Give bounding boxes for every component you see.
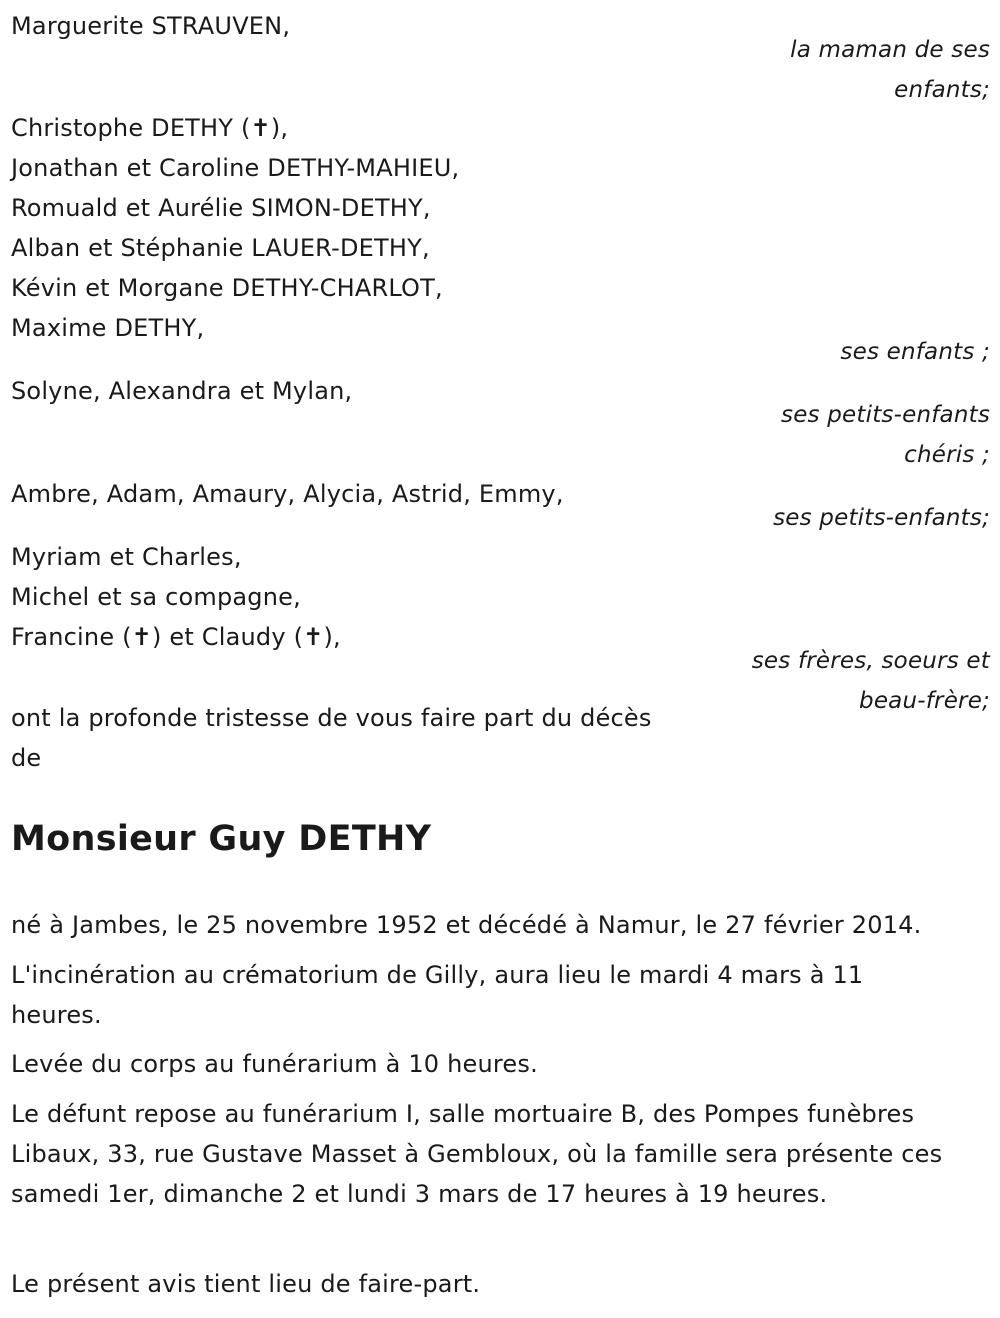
- dear-grandchildren-role-line1: ses petits-enfants: [781, 402, 990, 428]
- child-name: Alban et Stéphanie LAUER-DETHY,: [11, 234, 430, 262]
- resting-info: Le défunt repose au funérarium I, salle mortuaire B, des Pompes funèbres Libaux, 33, rue Gustave Masset à Gembloux, où la famille sera présente ces samedi 1er, dimanche 2 et lundi 3 mars de 17 heures à 19 heures.: [11, 1100, 943, 1208]
- deceased-name: Monsieur Guy DETHY: [11, 819, 432, 859]
- dear-grandchildren-role-line2: chéris ;: [904, 442, 990, 468]
- child-name: Kévin et Morgane DETHY-CHARLOT,: [11, 274, 443, 302]
- child-name: Romuald et Aurélie SIMON-DETHY,: [11, 194, 431, 222]
- notice-info: Le présent avis tient lieu de faire-part.: [11, 1270, 481, 1298]
- removal-info: Levée du corps au funérarium à 10 heures.: [11, 1050, 538, 1078]
- children-role: ses enfants ;: [840, 339, 990, 365]
- mother-role-line1: la maman de ses: [790, 37, 990, 63]
- siblings-role-line1: ses frères, soeurs et: [751, 648, 990, 674]
- sibling-name: Myriam et Charles,: [11, 543, 242, 571]
- grandchildren-names: Ambre, Adam, Amaury, Alycia, Astrid, Emmy,: [11, 480, 564, 508]
- announcement-line2: de: [11, 744, 42, 772]
- sibling-name: Francine (✝) et Claudy (✝),: [11, 623, 341, 651]
- announcement-line1: ont la profonde tristesse de vous faire part du décès: [11, 704, 652, 732]
- dear-grandchildren-names: Solyne, Alexandra et Mylan,: [11, 377, 353, 405]
- mother-name: Marguerite STRAUVEN,: [11, 12, 291, 40]
- mother-role-line2: enfants;: [894, 77, 990, 103]
- siblings-role-line2: beau-frère;: [859, 688, 990, 714]
- cremation-info: L'incinération au crématorium de Gilly, aura lieu le mardi 4 mars à 11 heures.: [11, 961, 864, 1029]
- child-name: Jonathan et Caroline DETHY-MAHIEU,: [11, 154, 460, 182]
- child-name: Maxime DETHY,: [11, 314, 205, 342]
- child-name: Christophe DETHY (✝),: [11, 114, 289, 142]
- grandchildren-role: ses petits-enfants;: [773, 505, 990, 531]
- birth-death-info: né à Jambes, le 25 novembre 1952 et décédé à Namur, le 27 février 2014.: [11, 911, 922, 939]
- sibling-name: Michel et sa compagne,: [11, 583, 301, 611]
